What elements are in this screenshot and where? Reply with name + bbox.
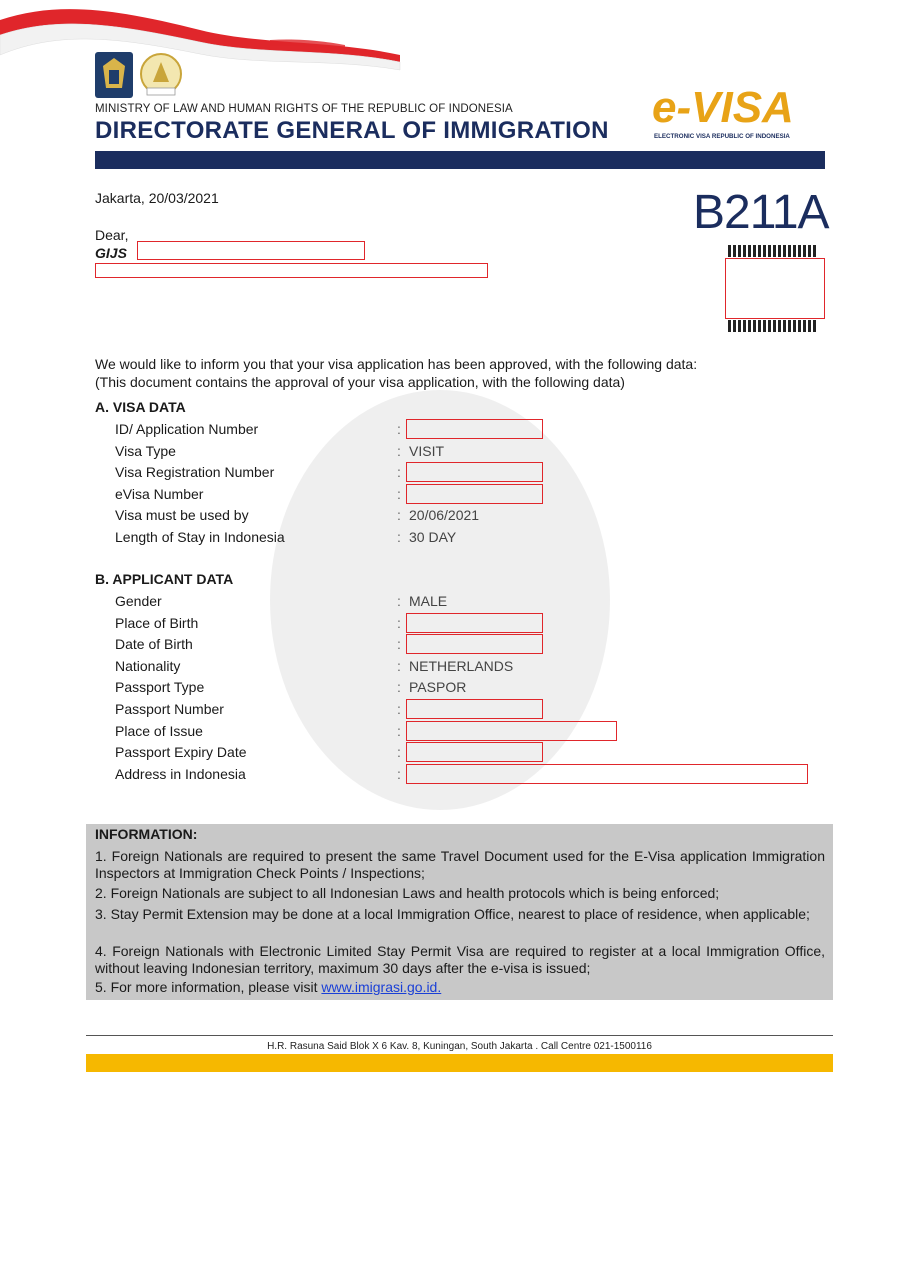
field-separator: : bbox=[397, 636, 401, 653]
field-separator: : bbox=[397, 657, 401, 674]
intro-line-1: We would like to inform you that your visa application has been approved, with the following data: bbox=[95, 356, 698, 372]
field-label: Visa must be used by bbox=[115, 507, 249, 523]
field-label: Passport Type bbox=[115, 679, 205, 696]
information-title: INFORMATION: bbox=[95, 826, 198, 842]
intro-text bbox=[95, 355, 697, 391]
field-separator: : bbox=[397, 485, 401, 502]
redacted-name-line bbox=[95, 263, 488, 278]
redacted-value bbox=[406, 419, 543, 439]
field-label: Date of Birth bbox=[115, 636, 193, 653]
field-label: Place of Birth bbox=[115, 614, 199, 631]
footer-address: H.R. Rasuna Said Blok X 6 Kav. 8, Kuningan, South Jakarta . Call Centre 021-1500116 bbox=[267, 1041, 652, 1052]
field-separator: : bbox=[397, 507, 401, 523]
information-item-1: 1. Foreign Nationals are required to present the same Travel Document used for the E-Visa application Immigration Inspectors at Immigration Check Points / Inspections; bbox=[95, 848, 825, 881]
field-separator: : bbox=[397, 593, 401, 609]
indonesian-flag-decoration bbox=[0, 0, 420, 100]
ministry-name: MINISTRY OF LAW AND HUMAN RIGHTS OF THE REPUBLIC OF INDONESIA bbox=[95, 103, 513, 115]
intro-line-2: (This document contains the approval of your visa application, with the following data) bbox=[95, 374, 625, 390]
field-value: VISIT bbox=[409, 442, 445, 459]
field-separator: : bbox=[397, 614, 401, 631]
information-item-5 bbox=[95, 979, 825, 996]
footer-stripe bbox=[86, 1054, 833, 1072]
redacted-value bbox=[406, 764, 808, 784]
visa-data-title: A. VISA DATA bbox=[95, 399, 186, 415]
field-separator: : bbox=[397, 421, 401, 437]
evisa-tagline: ELECTRONIC VISA REPUBLIC OF INDONESIA bbox=[654, 133, 790, 140]
field-value: NETHERLANDS bbox=[409, 657, 514, 674]
footer-divider bbox=[86, 1035, 833, 1036]
redacted-value bbox=[406, 462, 543, 482]
redacted-value bbox=[406, 721, 617, 741]
letter-date: Jakarta, 20/03/2021 bbox=[95, 190, 219, 206]
field-label: Visa Registration Number bbox=[115, 464, 275, 480]
field-value: 30 DAY bbox=[409, 528, 457, 545]
information-item-2: 2. Foreign Nationals are subject to all Indonesian Laws and health protocols which is being enforced; bbox=[95, 885, 720, 901]
field-separator: : bbox=[397, 744, 401, 761]
ministry-logo bbox=[95, 52, 133, 98]
field-label: Visa Type bbox=[115, 442, 176, 459]
header-bar bbox=[95, 151, 825, 169]
redacted-surname bbox=[137, 241, 365, 260]
field-separator: : bbox=[397, 701, 401, 717]
field-separator: : bbox=[397, 722, 401, 739]
field-label: Passport Expiry Date bbox=[115, 744, 247, 761]
information-item-5-text: 5. For more information, please visit bbox=[95, 979, 322, 995]
barcode-bottom bbox=[728, 320, 818, 332]
field-separator: : bbox=[397, 679, 401, 696]
field-value: MALE bbox=[409, 593, 448, 609]
evisa-logo bbox=[650, 78, 830, 140]
salutation: Dear, bbox=[95, 227, 129, 243]
field-label: Place of Issue bbox=[115, 722, 203, 739]
imigrasi-website-link[interactable]: www.imigrasi.go.id. bbox=[321, 979, 442, 995]
redacted-value bbox=[406, 634, 543, 654]
field-label: Address in Indonesia bbox=[115, 765, 246, 782]
redacted-value bbox=[406, 699, 543, 719]
redacted-value bbox=[406, 742, 543, 762]
directorate-title: DIRECTORATE GENERAL OF IMMIGRATION bbox=[95, 117, 609, 144]
evisa-logo-text: e-VISA bbox=[652, 83, 794, 132]
field-value: PASPOR bbox=[409, 679, 467, 696]
redacted-value bbox=[406, 613, 543, 633]
visa-code: B211A bbox=[693, 186, 829, 239]
field-label: Length of Stay in Indonesia bbox=[115, 528, 285, 545]
field-separator: : bbox=[397, 765, 401, 782]
field-label: Passport Number bbox=[115, 701, 224, 717]
immigration-seal-logo bbox=[137, 52, 185, 98]
barcode-top bbox=[728, 245, 818, 257]
information-item-3: 3. Stay Permit Extension may be done at a local Immigration Office, nearest to place of residence, when applicable; bbox=[95, 906, 810, 922]
field-label: eVisa Number bbox=[115, 485, 204, 502]
redacted-qr-code bbox=[725, 258, 825, 319]
field-value: 20/06/2021 bbox=[409, 507, 480, 523]
applicant-data-title: B. APPLICANT DATA bbox=[95, 571, 234, 587]
information-item-4: 4. Foreign Nationals with Electronic Limited Stay Permit Visa are required to register at a local Immigration Office, without leaving Indonesian territory, maximum 30 days after the e-visa is issued; bbox=[95, 943, 825, 976]
field-label: Gender bbox=[115, 593, 162, 609]
field-separator: : bbox=[397, 442, 401, 459]
recipient-name: GIJS bbox=[95, 245, 127, 261]
field-label: Nationality bbox=[115, 657, 181, 674]
field-label: ID/ Application Number bbox=[115, 421, 259, 437]
redacted-value bbox=[406, 484, 543, 504]
field-separator: : bbox=[397, 464, 401, 480]
field-separator: : bbox=[397, 528, 401, 545]
